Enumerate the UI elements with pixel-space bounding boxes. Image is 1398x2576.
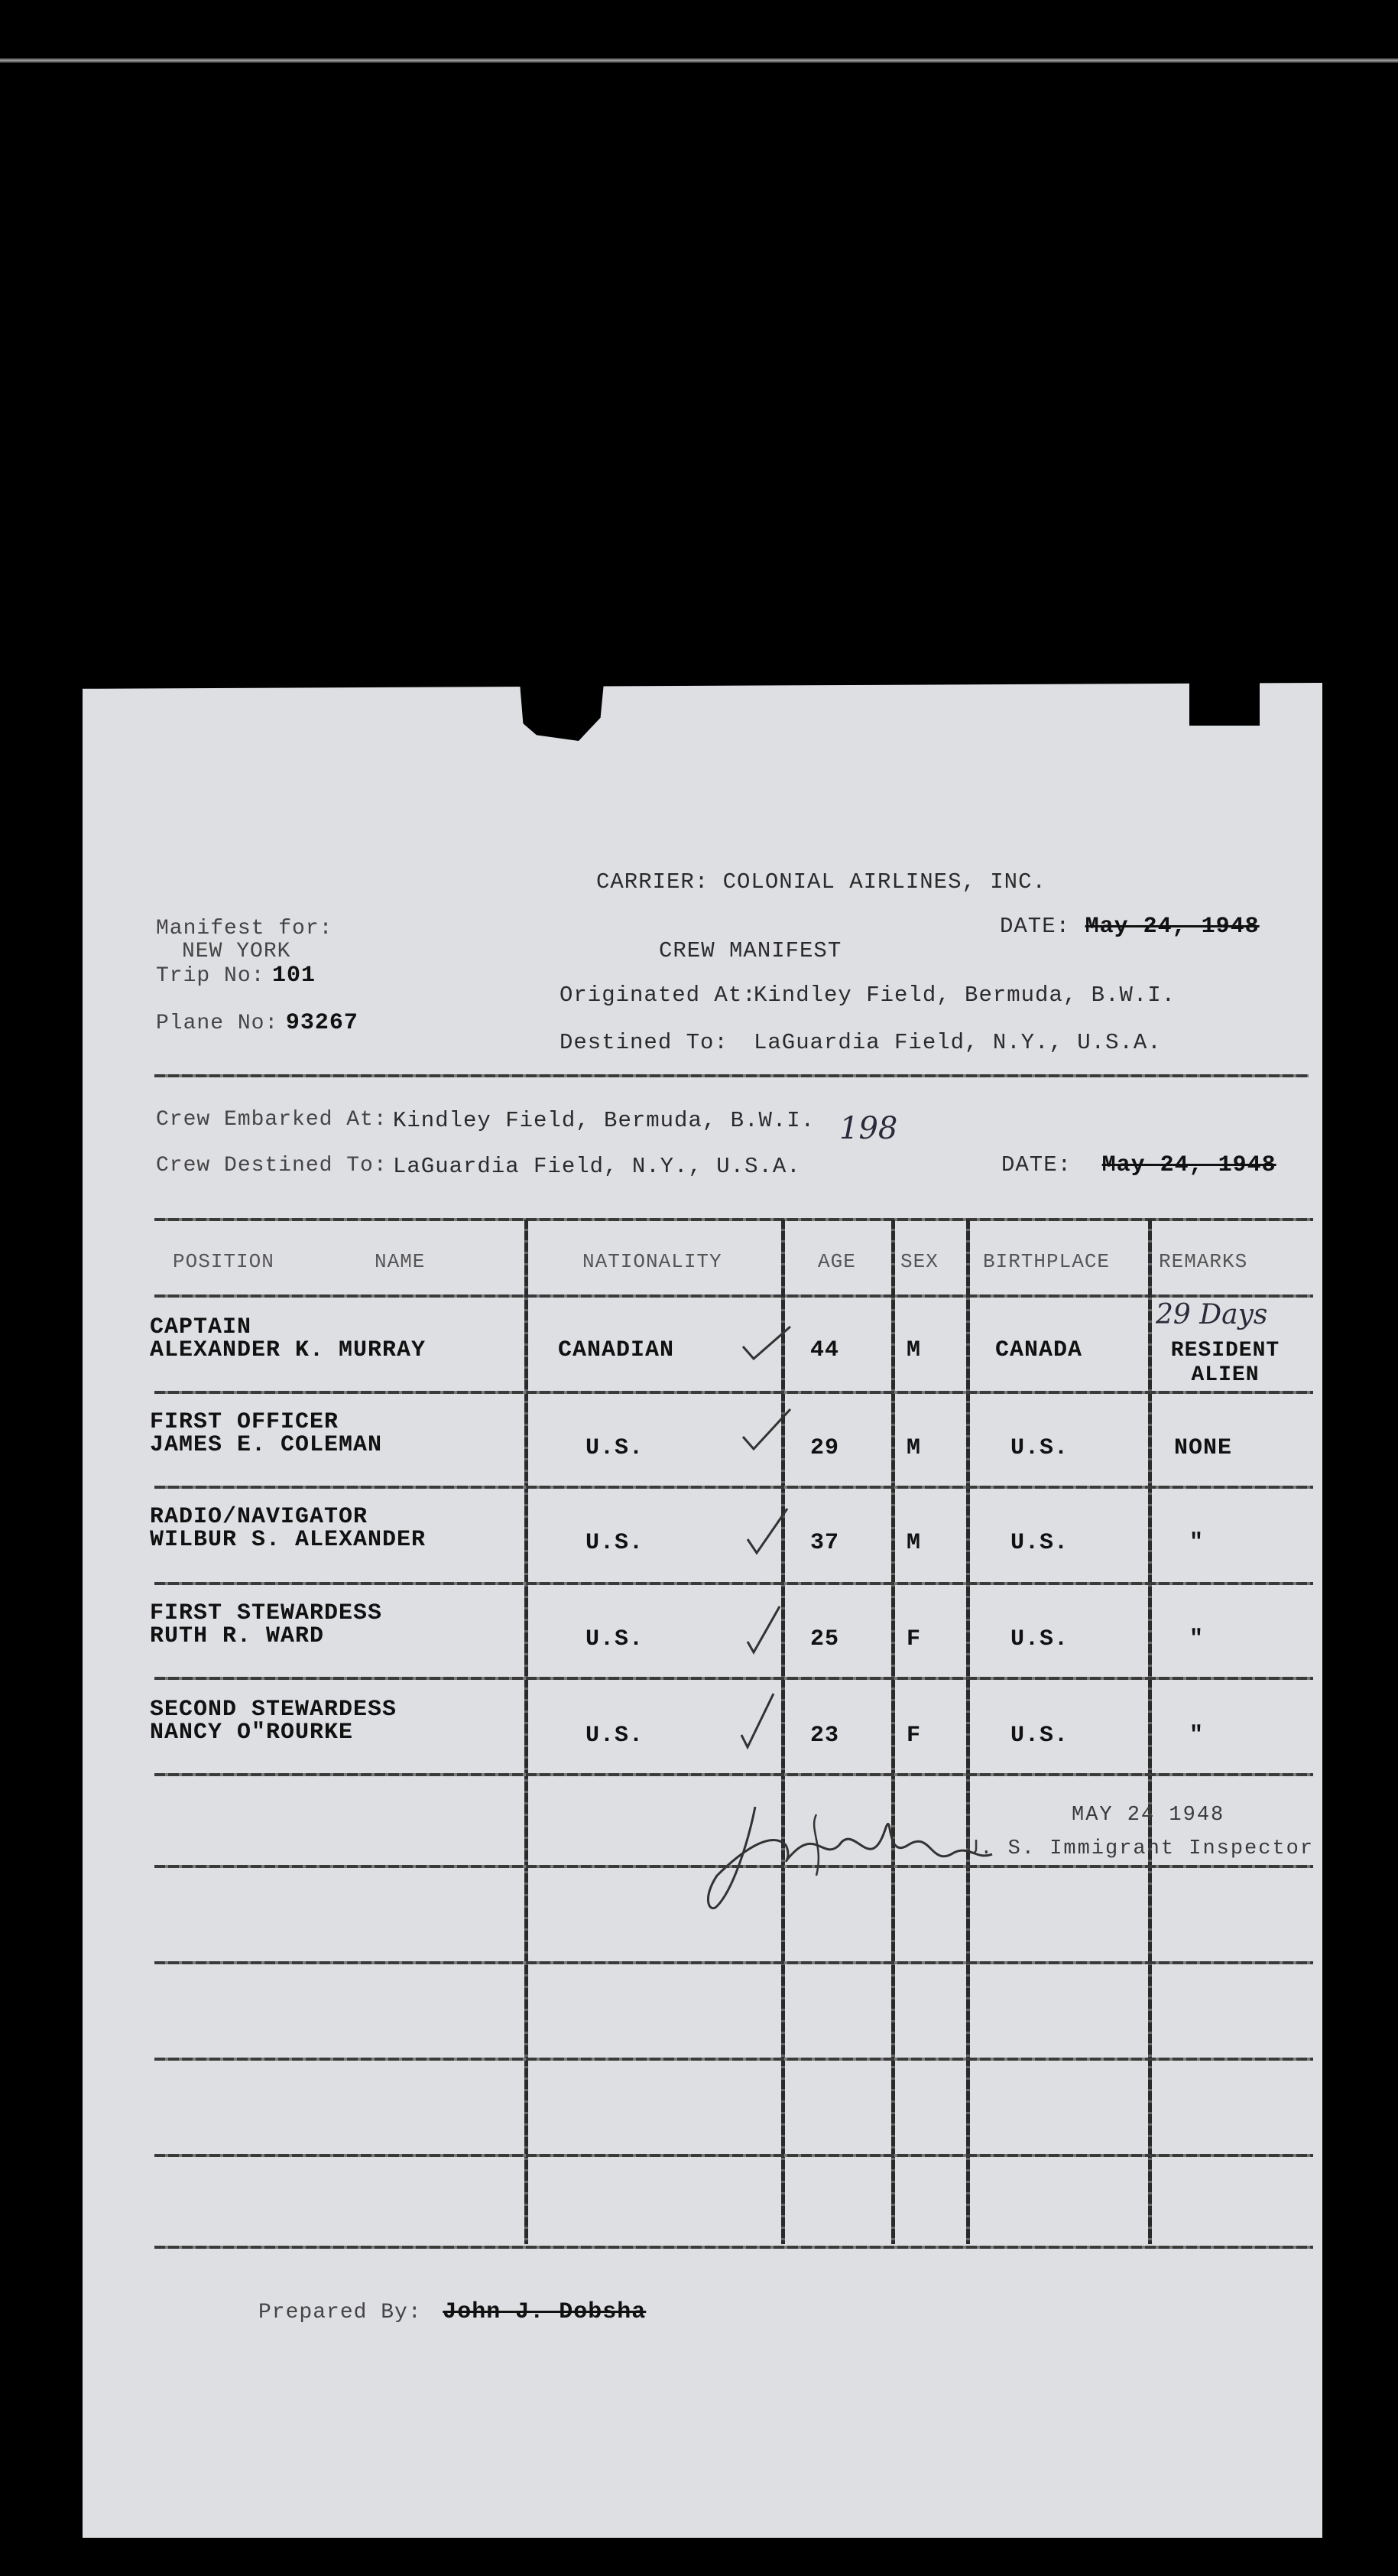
header-rule	[154, 1294, 1313, 1298]
row-rule	[154, 2058, 1313, 2061]
crew-position: FIRST OFFICER	[150, 1409, 339, 1435]
film-edge-line	[0, 58, 1398, 63]
check-mark-icon	[744, 1504, 790, 1558]
plane-label: Plane No:	[156, 1012, 279, 1035]
table-bottom-rule	[154, 2246, 1313, 2249]
crew-age: 29	[810, 1435, 840, 1461]
prepared-by-value: John J. Dobsha	[443, 2299, 647, 2325]
row-rule	[154, 1582, 1313, 1585]
col-divider	[781, 1220, 785, 2244]
row-rule	[154, 2154, 1313, 2157]
table-top-rule	[154, 1218, 1313, 1221]
crew-nationality: U.S.	[585, 1723, 644, 1749]
manifest-title: CREW MANIFEST	[659, 938, 842, 963]
crew-birthplace: U.S.	[1010, 1530, 1069, 1556]
col-divider	[1148, 1220, 1152, 2244]
row-rule	[154, 1486, 1313, 1489]
crew-sex: M	[907, 1530, 922, 1556]
col-header-nationality: NATIONALITY	[582, 1250, 722, 1273]
col-header-age: AGE	[818, 1250, 856, 1273]
date-label: DATE:	[1000, 914, 1071, 939]
paper-edge-shadow	[83, 683, 1322, 703]
carrier-line: CARRIER: COLONIAL AIRLINES, INC.	[596, 869, 1046, 895]
check-mark-icon	[738, 1691, 777, 1752]
crew-age: 25	[810, 1626, 840, 1652]
crew-birthplace: CANADA	[995, 1337, 1083, 1363]
embarked-label: Crew Embarked At:	[156, 1108, 388, 1132]
col-divider	[891, 1220, 895, 2244]
remarks-annotation: 29 Days	[1156, 1299, 1268, 1330]
crew-remarks: "	[1189, 1626, 1205, 1652]
crew-position: SECOND STEWARDESS	[150, 1697, 397, 1723]
row-rule	[154, 1865, 1313, 1868]
destined-label: Destined To:	[560, 1030, 728, 1055]
crew-nationality: U.S.	[585, 1530, 644, 1556]
row-rule	[154, 1961, 1313, 1964]
handwritten-number: 198	[839, 1111, 898, 1146]
crew-nationality: U.S.	[585, 1435, 644, 1461]
col-header-position: POSITION	[173, 1250, 274, 1273]
crew-sex: F	[907, 1626, 922, 1652]
crew-name: NANCY O"ROURKE	[150, 1720, 354, 1746]
crew-destined-value: LaGuardia Field, N.Y., U.S.A.	[393, 1154, 801, 1179]
destined-value: LaGuardia Field, N.Y., U.S.A.	[754, 1030, 1162, 1055]
torn-notch-left	[520, 683, 604, 741]
crew-position: CAPTAIN	[150, 1314, 252, 1340]
originated-value: Kindley Field, Bermuda, B.W.I.	[754, 983, 1176, 1008]
col-header-birthplace: BIRTHPLACE	[983, 1250, 1111, 1273]
crew-remarks: "	[1189, 1530, 1205, 1556]
crew-manifest-document	[83, 683, 1322, 2538]
crew-name: JAMES E. COLEMAN	[150, 1432, 383, 1458]
row-rule	[154, 1677, 1313, 1680]
divider-top	[154, 1074, 1309, 1077]
crew-age: 23	[810, 1723, 840, 1749]
col-divider	[966, 1220, 970, 2244]
check-mark-icon	[744, 1603, 783, 1657]
crew-destined-label: Crew Destined To:	[156, 1154, 388, 1178]
embarked-value: Kindley Field, Bermuda, B.W.I.	[393, 1108, 816, 1133]
inspector-title: U. S. Immigrant Inspector	[966, 1837, 1315, 1860]
crew-name: WILBUR S. ALEXANDER	[150, 1527, 427, 1553]
col-divider	[524, 1220, 528, 2244]
crew-nationality: U.S.	[585, 1626, 644, 1652]
date2-label: DATE:	[1001, 1152, 1072, 1178]
crew-position: RADIO/NAVIGATOR	[150, 1504, 368, 1530]
crew-position: FIRST STEWARDESS	[150, 1600, 383, 1626]
crew-birthplace: U.S.	[1010, 1435, 1069, 1461]
date-value: May 24, 1948	[1085, 914, 1260, 940]
crew-nationality: CANADIAN	[558, 1337, 675, 1363]
inspector-signature	[702, 1784, 1007, 1921]
col-header-remarks: REMARKS	[1159, 1250, 1248, 1273]
crew-remarks: RESIDENT ALIEN	[1170, 1339, 1280, 1387]
crew-birthplace: U.S.	[1010, 1723, 1069, 1749]
crew-remarks: "	[1189, 1723, 1205, 1749]
date2-value: May 24, 1948	[1101, 1152, 1276, 1178]
crew-name: RUTH R. WARD	[150, 1623, 325, 1649]
check-mark-icon	[740, 1322, 793, 1368]
manifest-for-city: NEW YORK	[182, 940, 291, 963]
crew-remarks: NONE	[1174, 1435, 1233, 1461]
originated-label: Originated At:	[560, 983, 757, 1008]
torn-notch-right	[1189, 683, 1260, 726]
check-mark-icon	[740, 1405, 793, 1458]
col-header-name: NAME	[375, 1250, 426, 1273]
row-rule	[154, 1773, 1313, 1776]
crew-name: ALEXANDER K. MURRAY	[150, 1337, 427, 1363]
crew-age: 37	[810, 1530, 840, 1556]
crew-age: 44	[810, 1337, 840, 1363]
trip-number: 101	[272, 963, 316, 989]
crew-sex: M	[907, 1337, 922, 1363]
plane-number: 93267	[285, 1010, 358, 1036]
trip-label: Trip No:	[156, 964, 265, 988]
crew-birthplace: U.S.	[1010, 1626, 1069, 1652]
crew-sex: F	[907, 1723, 922, 1749]
prepared-by-label: Prepared By:	[258, 2301, 422, 2324]
inspection-stamp-date: MAY 24 1948	[1072, 1804, 1225, 1827]
crew-sex: M	[907, 1435, 922, 1461]
manifest-for-label: Manifest for:	[156, 917, 333, 940]
col-header-sex: SEX	[900, 1250, 939, 1273]
row-rule	[154, 1391, 1313, 1394]
